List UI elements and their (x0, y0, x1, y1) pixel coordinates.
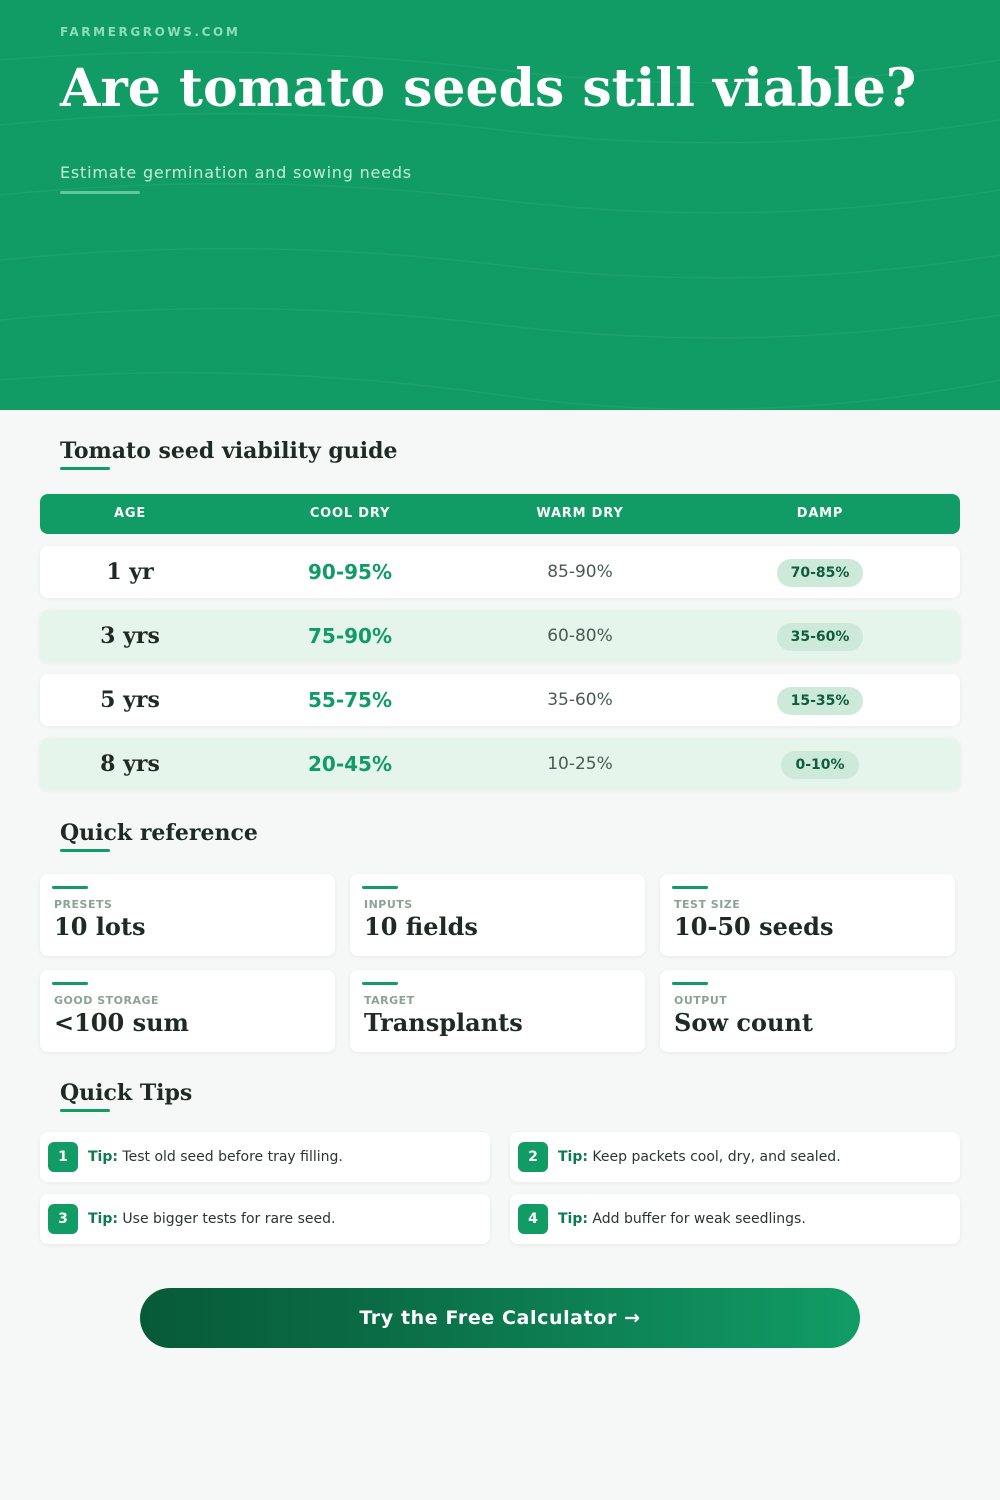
damp-badge: 70-85% (777, 559, 864, 587)
card-value: Transplants (364, 1008, 523, 1037)
card-accent-bar (52, 982, 88, 985)
card-accent-bar (362, 886, 398, 889)
card-value: Sow count (674, 1008, 813, 1037)
table-row (40, 738, 960, 790)
hero-banner (0, 0, 1000, 410)
tips-title: Quick Tips (60, 1080, 193, 1106)
damp-badge: 15-35% (777, 687, 864, 715)
tip-text (88, 1132, 343, 1182)
card-accent-bar (672, 982, 708, 985)
tip-number-badge: 1 (48, 1142, 78, 1172)
tip-label: Tip: (88, 1149, 118, 1165)
free-calculator-button[interactable]: Try the Free Calculator → (140, 1288, 860, 1348)
warm-dry-cell: 35-60% (547, 690, 613, 710)
reference-card-presets (40, 874, 335, 956)
table-row (40, 610, 960, 662)
tip-label: Tip: (88, 1211, 118, 1227)
damp-cell (720, 546, 920, 598)
tip-item (510, 1194, 960, 1244)
card-label: TARGET (364, 994, 415, 1007)
tip-item (510, 1132, 960, 1182)
guide-title: Tomato seed viability guide (60, 438, 398, 464)
card-accent-bar (672, 886, 708, 889)
card-label: INPUTS (364, 898, 413, 911)
age-cell: 3 yrs (100, 623, 160, 649)
age-cell: 1 yr (106, 559, 154, 585)
damp-badge: 0-10% (781, 751, 858, 779)
card-label: GOOD STORAGE (54, 994, 159, 1007)
damp-cell (720, 738, 920, 790)
damp-cell (720, 674, 920, 726)
tip-body: Test old seed before tray filling. (122, 1149, 343, 1165)
reference-card-target (350, 970, 645, 1052)
cool-dry-cell: 90-95% (307, 560, 392, 584)
reference-title-underline (60, 849, 110, 852)
tip-body: Use bigger tests for rare seed. (122, 1211, 336, 1227)
age-cell: 8 yrs (100, 751, 160, 777)
card-value: 10 lots (54, 912, 146, 941)
reference-card-output (660, 970, 955, 1052)
tip-text (558, 1194, 806, 1244)
card-label: PRESETS (54, 898, 113, 911)
card-accent-bar (362, 982, 398, 985)
guide-title-underline (60, 467, 110, 470)
card-label: OUTPUT (674, 994, 728, 1007)
reference-card-good-storage (40, 970, 335, 1052)
column-header-age: AGE (113, 506, 146, 521)
tip-text (558, 1132, 841, 1182)
cool-dry-cell: 55-75% (307, 688, 392, 712)
card-value: 10-50 seeds (674, 912, 834, 941)
cool-dry-cell: 20-45% (307, 752, 392, 776)
reference-card-inputs (350, 874, 645, 956)
card-value: <100 sum (54, 1008, 189, 1037)
tip-label: Tip: (558, 1149, 588, 1165)
tip-number-badge: 2 (518, 1142, 548, 1172)
page-title: Are tomato seeds still viable? (60, 58, 917, 119)
table-header (40, 494, 960, 534)
card-accent-bar (52, 886, 88, 889)
table-row (40, 546, 960, 598)
tip-item (40, 1194, 490, 1244)
tip-body: Add buffer for weak seedlings. (592, 1211, 806, 1227)
hero-underline (60, 191, 140, 194)
tip-item (40, 1132, 490, 1182)
warm-dry-cell: 10-25% (547, 754, 613, 774)
reference-title: Quick reference (60, 820, 258, 846)
table-row (40, 674, 960, 726)
warm-dry-cell: 85-90% (547, 562, 613, 582)
column-header-cool-dry: COOL DRY (309, 506, 391, 521)
tip-label: Tip: (558, 1211, 588, 1227)
reference-card-test-size (660, 874, 955, 956)
card-label: TEST SIZE (674, 898, 741, 911)
tip-text (88, 1194, 335, 1244)
card-value: 10 fields (364, 912, 478, 941)
tip-number-badge: 4 (518, 1204, 548, 1234)
tip-number-badge: 3 (48, 1204, 78, 1234)
warm-dry-cell: 60-80% (547, 626, 613, 646)
brand-name: FARMERGROWS.COM (60, 25, 241, 39)
column-header-damp: DAMP (796, 506, 844, 521)
column-header-warm-dry: WARM DRY (536, 506, 624, 521)
damp-cell (720, 610, 920, 662)
cool-dry-cell: 75-90% (307, 624, 392, 648)
page-subtitle: Estimate germination and sowing needs (60, 163, 412, 182)
damp-badge: 35-60% (777, 623, 864, 651)
age-cell: 5 yrs (100, 687, 160, 713)
tip-body: Keep packets cool, dry, and sealed. (592, 1149, 841, 1165)
tips-title-underline (60, 1109, 110, 1112)
